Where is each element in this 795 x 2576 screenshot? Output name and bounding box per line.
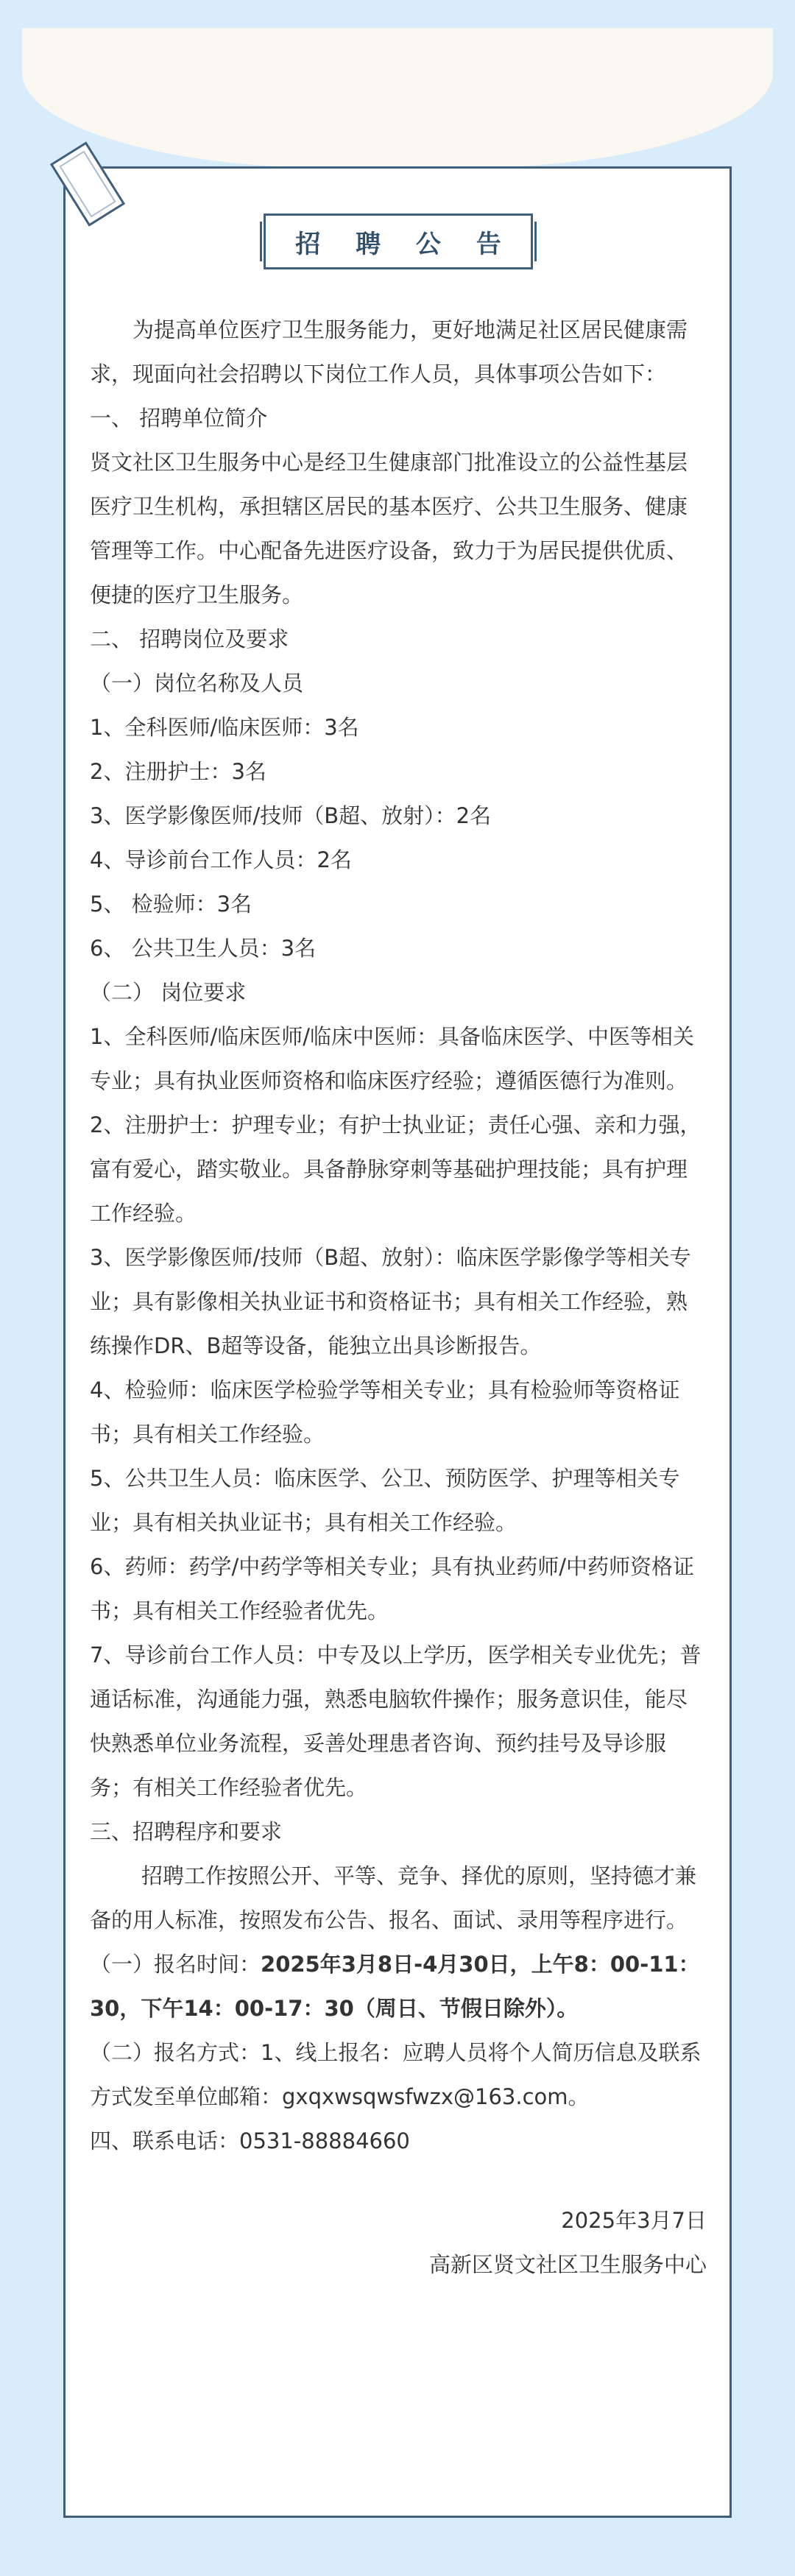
position-item: 5、 检验师：3名 [90, 892, 252, 917]
intro-paragraph: 为提高单位医疗卫生服务能力，更好地满足社区居民健康需求，现面向社会招聘以下岗位工作人员，具体事项公告如下： [90, 317, 688, 387]
position-item: 2、注册护士：3名 [90, 759, 266, 784]
requirement-item: 3、医学影像医师/技师（B超、放射）：临床医学影像学等相关专业；具有影像相关执业证书和资格证书；具有相关工作经验，熟练操作DR、B超等设备，能独立出具诊断报告。 [90, 1245, 691, 1358]
notice-date: 2025年3月7日 [561, 2208, 707, 2233]
requirement-item: 1、全科医师/临床医师/临床中医师：具备临床医学、中医等相关专业；具有执业医师资格和临床医疗经验；遵循医德行为准则。 [90, 1024, 694, 1093]
issuing-organization: 高新区贤文社区卫生服务中心 [428, 2252, 707, 2277]
section2-sub2: （二） 岗位要求 [90, 980, 247, 1005]
position-item: 6、 公共卫生人员：3名 [90, 936, 317, 961]
section3-body: 招聘工作按照公开、平等、竞争、择优的原则，坚持德才兼备的用人标准，按照发布公告、报名、面试、录用等程序进行。 [90, 1863, 697, 1933]
section3-heading: 三、招聘程序和要求 [90, 1819, 283, 1844]
section2-sub1: （一）岗位名称及人员 [90, 671, 304, 696]
registration-time-label: （一）报名时间： [90, 1952, 261, 1977]
page-title: 招 聘 公 告 [295, 229, 515, 259]
spacer [90, 2163, 707, 2198]
requirement-item: 4、检验师：临床医学检验学等相关专业；具有检验师等资格证书；具有相关工作经验。 [90, 1377, 680, 1447]
registration-time [90, 1942, 707, 2030]
section2-heading: 二、 招聘岗位及要求 [90, 627, 289, 652]
registration-method: （二）报名方式：1、线上报名：应聘人员将个人简历信息及联系方式发至单位邮箱：gxqxwsqwsfwzx@163.com。 [90, 2040, 702, 2109]
requirement-item: 2、注册护士：护理专业；有护士执业证；责任心强、亲和力强，富有爱心，踏实敬业。具备静脉穿刺等基础护理技能；具有护理工作经验。 [90, 1112, 702, 1226]
registration-time-value: 2025年3月8日-4月30日，上午8：00-11：30，下午14：00-17：30（周日、节假日除外）。 [90, 1952, 700, 2021]
position-item: 1、全科医师/临床医师：3名 [90, 715, 359, 740]
requirement-item: 6、药师：药学/中药学等相关专业；具有执业药师/中药师资格证书；具有相关工作经验者优先。 [90, 1554, 694, 1623]
section1-body: 贤文社区卫生服务中心是经卫生健康部门批准设立的公益性基层医疗卫生机构，承担辖区居民的基本医疗、公共卫生服务、健康管理等工作。中心配备先进医疗设备，致力于为居民提供优质、便捷的医疗卫生服务。 [90, 450, 688, 607]
notice-content [90, 308, 707, 2287]
position-item: 3、医学影像医师/技师（B超、放射）：2名 [90, 803, 492, 828]
section1-heading: 一、 招聘单位简介 [90, 406, 268, 431]
title-box [264, 214, 533, 269]
top-decoration [22, 28, 773, 168]
position-item: 4、导诊前台工作人员：2名 [90, 847, 352, 872]
contact-phone: 四、联系电话：0531-88884660 [90, 2128, 410, 2153]
requirement-item: 5、公共卫生人员：临床医学、公卫、预防医学、护理等相关专业；具有相关执业证书；具有相关工作经验。 [90, 1466, 680, 1535]
requirement-item: 7、导诊前台工作人员：中专及以上学历，医学相关专业优先；普通话标准，沟通能力强，熟悉电脑软件操作；服务意识佳，能尽快熟悉单位业务流程，妥善处理患者咨询、预约挂号及导诊服务；有相关工作经验者优先。 [90, 1642, 702, 1800]
